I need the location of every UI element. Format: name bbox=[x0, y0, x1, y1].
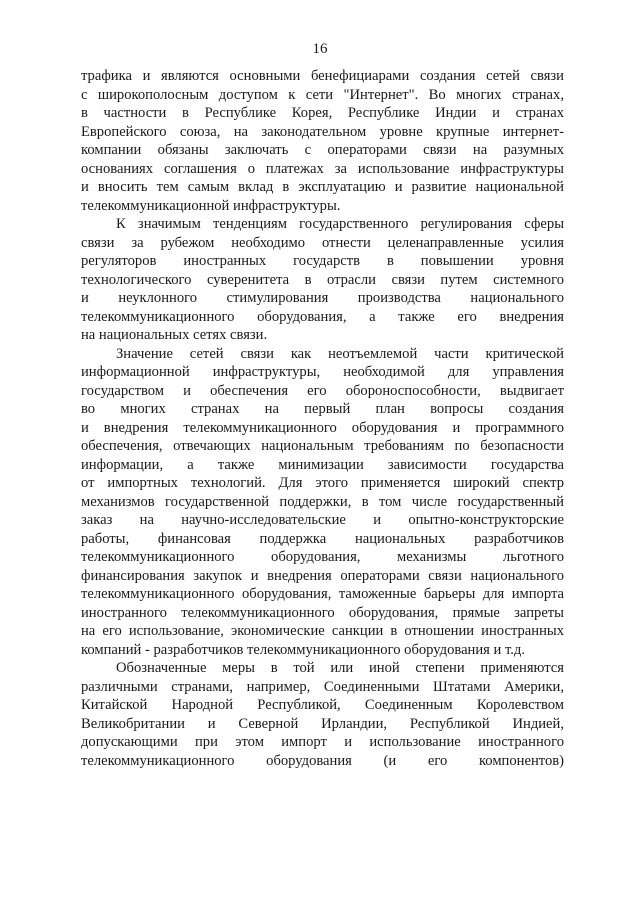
text-line: телекоммуникационного оборудования (и его компонентов) bbox=[81, 752, 564, 769]
text-line: телекоммуникационного оборудования, таможенные барьеры для импорта bbox=[81, 586, 564, 602]
text-line: в частности в Республике Корея, Республике Индии и странах bbox=[81, 105, 564, 121]
text-line: заказ на научно-исследовательские и опытно-конструкторские bbox=[81, 512, 564, 528]
text-line: и вносить тем самым вклад в эксплуатацию и развитие национальной bbox=[81, 179, 564, 195]
text-line: на его использование, экономические санкции в отношении иностранных bbox=[81, 623, 564, 639]
text-line: финансирования закупок и внедрения операторами связи национального bbox=[81, 567, 564, 584]
paragraph bbox=[81, 215, 564, 345]
text-line: механизмов государственной поддержки, в том числе государственный bbox=[81, 493, 564, 510]
text-line: телекоммуникационного оборудования, механизмы льготного bbox=[81, 549, 564, 565]
text-line: государством и обеспечения его обороноспособности, выдвигает bbox=[81, 382, 564, 399]
text-line: от импортных технологий. Для этого применяется широкий спектр bbox=[81, 475, 564, 491]
text-line: компаний - разработчиков телекоммуникационного оборудования и т.д. bbox=[81, 641, 525, 658]
text-line: во многих странах на первый план вопросы создания bbox=[81, 401, 564, 417]
text-line: и неуклонного стимулирования производства национального bbox=[81, 290, 564, 306]
text-line: Великобритании и Северной Ирландии, Республикой Индией, bbox=[81, 715, 564, 732]
text-line: Обозначенные меры в той или иной степени применяются bbox=[116, 660, 564, 676]
text-line: технологического суверенитета в отрасли связи путем системного bbox=[81, 271, 564, 288]
body-text bbox=[81, 67, 564, 770]
paragraph bbox=[81, 67, 564, 215]
text-line: основаниях соглашения о платежах за использование инфраструктуры bbox=[81, 160, 564, 177]
text-line: с широкополосным доступом к сети "Интернет". Во многих странах, bbox=[81, 86, 564, 103]
text-line: телекоммуникационной инфраструктуры. bbox=[81, 197, 341, 214]
text-line: Европейского союза, на законодательном уровне крупные интернет- bbox=[81, 123, 564, 140]
text-line: компании обязаны заключать с операторами связи на разумных bbox=[81, 142, 564, 158]
text-line: информационной инфраструктуры, необходимой для управления bbox=[81, 364, 564, 380]
paragraph bbox=[81, 659, 564, 770]
text-line: работы, финансовая поддержка национальных разработчиков bbox=[81, 530, 564, 547]
text-line: и внедрения телекоммуникационного оборудования и программного bbox=[81, 419, 564, 436]
text-line: обеспечения, отвечающих национальным требованиям по безопасности bbox=[81, 438, 564, 454]
text-line: Значение сетей связи как неотъемлемой части критической bbox=[116, 345, 564, 362]
page-number: 16 bbox=[312, 41, 328, 57]
text-line: различными странами, например, Соединенными Штатами Америки, bbox=[81, 678, 564, 695]
text-line: телекоммуникационного оборудования, а также его внедрения bbox=[81, 308, 564, 325]
text-line: трафика и являются основными бенефициарами создания сетей связи bbox=[81, 68, 564, 84]
paragraph bbox=[81, 345, 564, 660]
text-line: регуляторов иностранных государств в повышении уровня bbox=[81, 253, 564, 269]
text-line: на национальных сетях связи. bbox=[81, 327, 268, 343]
text-line: Китайской Народной Республикой, Соединенным Королевством bbox=[81, 697, 564, 713]
text-line: допускающими при этом импорт и использование иностранного bbox=[81, 734, 564, 750]
text-line: связи за рубежом необходимо отнести целенаправленные усилия bbox=[81, 234, 564, 251]
text-line: информации, а также минимизации зависимости государства bbox=[81, 456, 564, 473]
text-line: К значимым тенденциям государственного регулирования сферы bbox=[116, 216, 564, 232]
text-line: иностранного телекоммуникационного оборудования, прямые запреты bbox=[81, 604, 564, 621]
